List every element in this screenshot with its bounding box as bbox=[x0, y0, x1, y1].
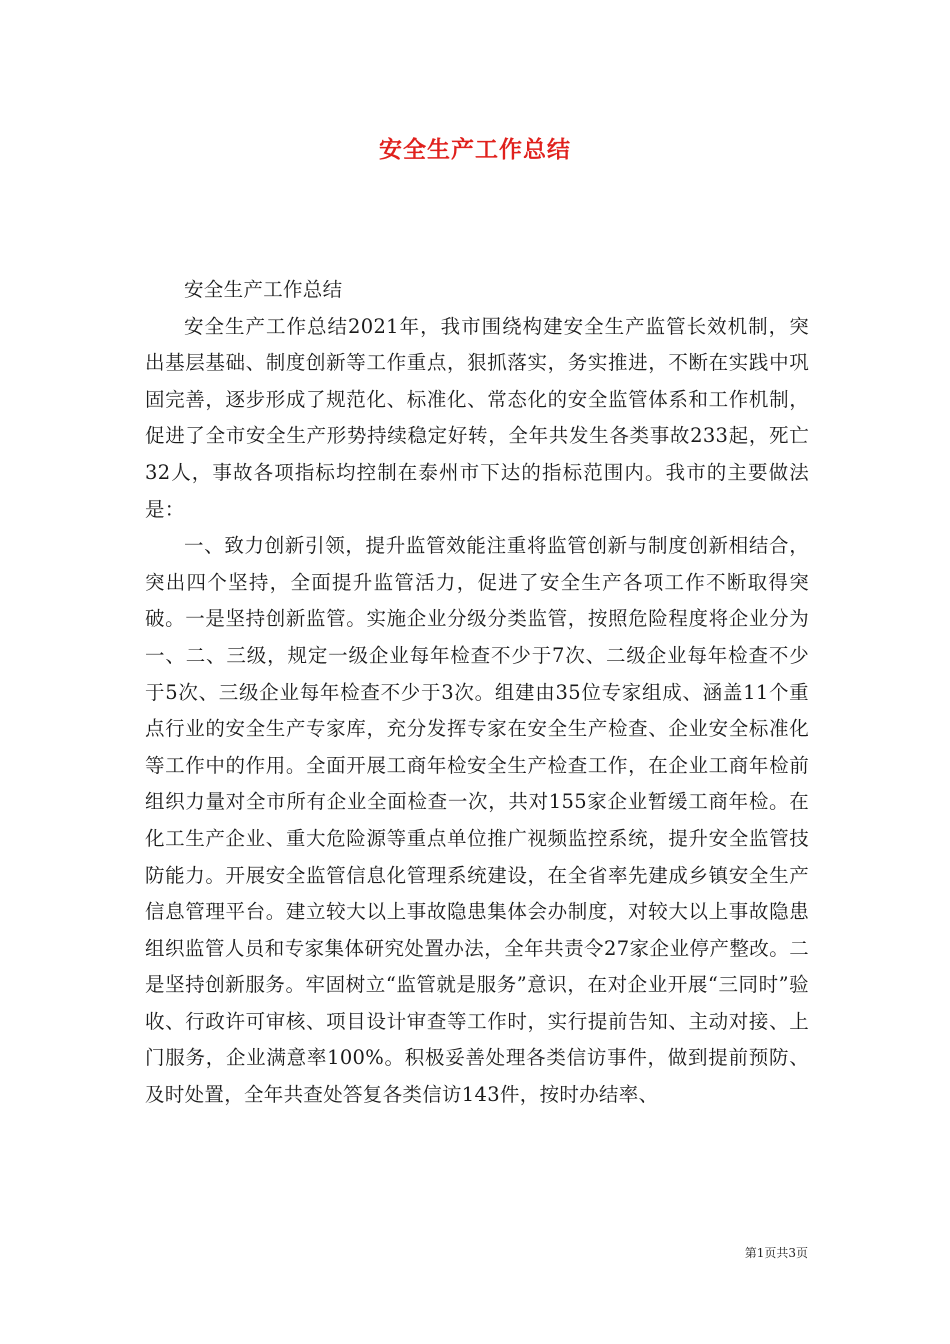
paragraph-section-one: 一、致力创新引领，提升监管效能注重将监管创新与制度创新相结合，突出四个坚持，全面提升监管活力，促进了安全生产各项工作不断取得突破。一是坚持创新监管。实施企业分级分类监管，按照危险程度将企业分为一、二、三级，规定一级企业每年检查不少于7次、二级企业每年检查不少于5次、三级企业每年检查不少于3次。组建由35位专家组成、涵盖11个重点行业的安全生产专家库，充分发挥专家在安全生产检查、企业安全标准化等工作中的作用。全面开展工商年检安全生产检查工作，在企业工商年检前组织力量对全市所有企业全面检查一次，共对155家企业暂缓工商年检。在化工生产企业、重大危险源等重点单位推广视频监控系统，提升安全监管技防能力。开展安全监管信息化管理系统建设，在全省率先建成乡镇安全生产信息管理平台。建立较大以上事故隐患集体会办制度，对较大以上事故隐患组织监管人员和专家集体研究处置办法，全年共责令27家企业停产整改。二是坚持创新服务。牢固树立“监管就是服务”意识，在对企业开展“三同时”验收、行政许可审核、项目设计审查等工作时，实行提前告知、主动对接、上门服务，企业满意率100%。积极妥善处理各类信访事件，做到提前预防、及时处置，全年共查处答复各类信访143件，按时办结率、 bbox=[145, 534, 809, 1107]
document-body bbox=[145, 272, 809, 1114]
paragraph-intro: 安全生产工作总结2021年，我市围绕构建安全生产监管长效机制，突出基层基础、制度创新等工作重点，狠抓落实，务实推进，不断在实践中巩固完善，逐步形成了规范化、标准化、常态化的安全监管体系和工作机制，促进了全市安全生产形势持续稳定好转，全年共发生各类事故233起，死亡32人，事故各项指标均控制在泰州市下达的指标范围内。我市的主要做法是： bbox=[145, 314, 809, 521]
page-number-footer: 第1页共3页 bbox=[744, 1246, 808, 1260]
document-title: 安全生产工作总结 bbox=[379, 136, 571, 163]
document-subtitle: 安全生产工作总结 bbox=[184, 278, 343, 301]
